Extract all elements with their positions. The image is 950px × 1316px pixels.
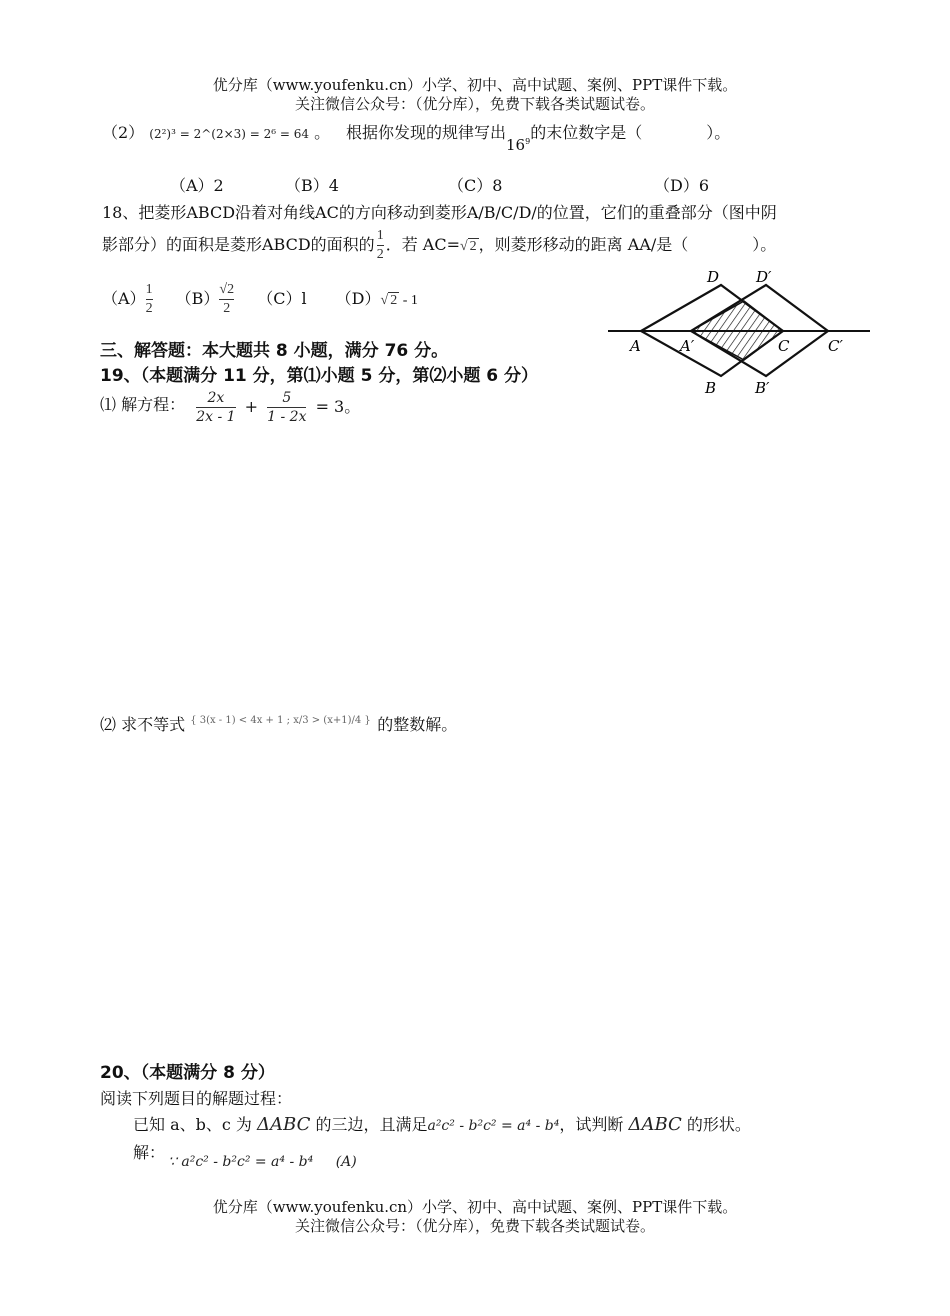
rhombus-figure [604,264,874,400]
q17-question-text: 根据你发现的规律写出 [346,123,507,142]
q18-opt-b-n: √2 [219,282,235,297]
label-c-prime: C′ [828,337,843,355]
q18-opt-a-frac [146,282,153,317]
q17-question-tail: 的末位数字是（ ）。 [530,123,731,142]
label-b: B [705,379,717,397]
q20-condition: a²c² - b²c² = a⁴ - b⁴ [427,1118,560,1134]
q18-opt-d-label: （D） [335,289,381,308]
q19-title: 19、（本题满分 11 分，第⑴小题 5 分，第⑵小题 6 分） [100,366,538,386]
q19-f1-d: 2x - 1 [196,409,236,425]
q18-frac-d: 2 [376,247,384,262]
label-b-prime: B′ [755,379,770,397]
q19-p2-tail: 的整数解。 [377,715,458,734]
q17-power-exp: 9 [525,137,531,146]
q18-fraction [377,228,384,263]
q18-opt-a-label: （A） [102,289,146,308]
q18-opt-d-rad: 2 [390,293,398,308]
q20-given-d: 的形状。 [686,1115,751,1134]
q18-opt-d-tail: - 1 [399,293,418,308]
q19-f2-d: 1 - 2x [267,409,307,425]
q18-opt-b-d: 2 [223,301,231,316]
q19-f2-bar [267,407,306,408]
q18-sqrt-val: 2 [469,239,477,254]
q19-eq: = 3。 [315,397,361,416]
q17-option-b: （B）4 [285,176,339,195]
q19-plus: + [244,397,259,416]
q18-options [102,282,418,317]
q18-frac-bar [377,245,384,246]
q19-f1-n: 2x [207,390,225,406]
q20-given [133,1112,751,1135]
q17-option-a: （A）2 [170,176,224,195]
q18-line-2c: ，则菱形移动的距离 AA/是（ ）。 [478,235,777,254]
label-a: A [630,337,641,355]
q18-line-2 [102,228,776,263]
q17-question [346,120,731,154]
q20-title: 20、（本题满分 8 分） [100,1063,275,1083]
q18-line-2a: 影部分）的面积是菱形ABCD的面积的 [102,235,375,254]
q18-sqrt: √ 2 [459,239,477,254]
q19-part2 [100,712,457,737]
q18-opt-b-bar [219,299,234,300]
q19-part1 [100,390,360,425]
q17-after-expr: 。 [314,123,331,142]
q17-power [506,136,530,154]
q18-opt-a-n: 1 [145,282,153,297]
header-line-1: 优分库（www.youfenku.cn）小学、初中、高中试题、案例、PPT课件下载。 [212,76,738,94]
label-c: C [778,337,790,355]
q17-prefix: （2） [102,123,145,142]
label-d-prime: D′ [756,268,772,286]
overlap-shaded [691,301,783,360]
q17-expression: (2²)³ = 2^(2×3) = 2⁶ = 64 [149,127,310,141]
q20-given-a: 已知 a、b、c 为 [133,1115,252,1134]
q19-fraction-2 [267,390,306,425]
q18-line-1: 18、把菱形ABCD沿着对角线AC的方向移动到菱形A/B/C/D/的位置，它们的重叠部分（图中阴 [102,203,777,222]
q20-intro: 阅读下列题目的解题过程： [100,1089,293,1108]
q18-opt-a-d: 2 [145,301,153,316]
q20-given-c: ，试判断 [559,1115,624,1134]
header-line-2: 关注微信公众号：（优分库），免费下载各类试题试卷。 [294,95,655,113]
q18-opt-b-label: （B） [175,289,220,308]
section-3-title: 三、解答题：本大题共 8 小题，满分 76 分。 [100,341,449,361]
q20-solution-label: 解： [133,1143,166,1162]
q18-opt-d-sqrt: √ 2 [380,293,398,308]
q18-line-2b: ．若 AC= [385,235,460,254]
q20-solution-eq: ∵ a²c² - b²c² = a⁴ - b⁴ [168,1154,314,1170]
q19-p2-label: ⑵ 求不等式 [100,715,186,734]
q20-triangle: ΔABC [257,1114,311,1135]
q17-option-c: （C）8 [448,176,503,195]
q17-option-d: （D）6 [654,176,710,195]
q20-solution-line [168,1154,357,1170]
q17-power-base: 16 [506,136,526,154]
q18-opt-b-frac [219,282,234,317]
inequality-system: { 3(x - 1) < 4x + 1 ; x/3 > (x+1)/4 } [190,714,371,726]
q20-given-b: 的三边，且满足 [315,1115,428,1134]
q19-f1-bar [196,407,235,408]
footer-line-2: 关注微信公众号：（优分库），免费下载各类试题试卷。 [294,1217,655,1235]
q19-fraction-1 [196,390,235,425]
q20-triangle-2: ΔABC [628,1114,682,1135]
q19-p1-label: ⑴ 解方程： [100,395,186,414]
footer-line-1: 优分库（www.youfenku.cn）小学、初中、高中试题、案例、PPT课件下载。 [212,1198,738,1216]
q20-solution-tag: (A) [335,1154,357,1170]
q18-opt-c: （C）l [257,289,307,308]
q18-frac-n: 1 [376,228,384,243]
q17-line [102,120,330,143]
label-d: D [707,268,720,286]
q19-f2-n: 5 [282,390,292,406]
q18-opt-a-bar [146,299,153,300]
label-a-prime: A′ [680,337,695,355]
